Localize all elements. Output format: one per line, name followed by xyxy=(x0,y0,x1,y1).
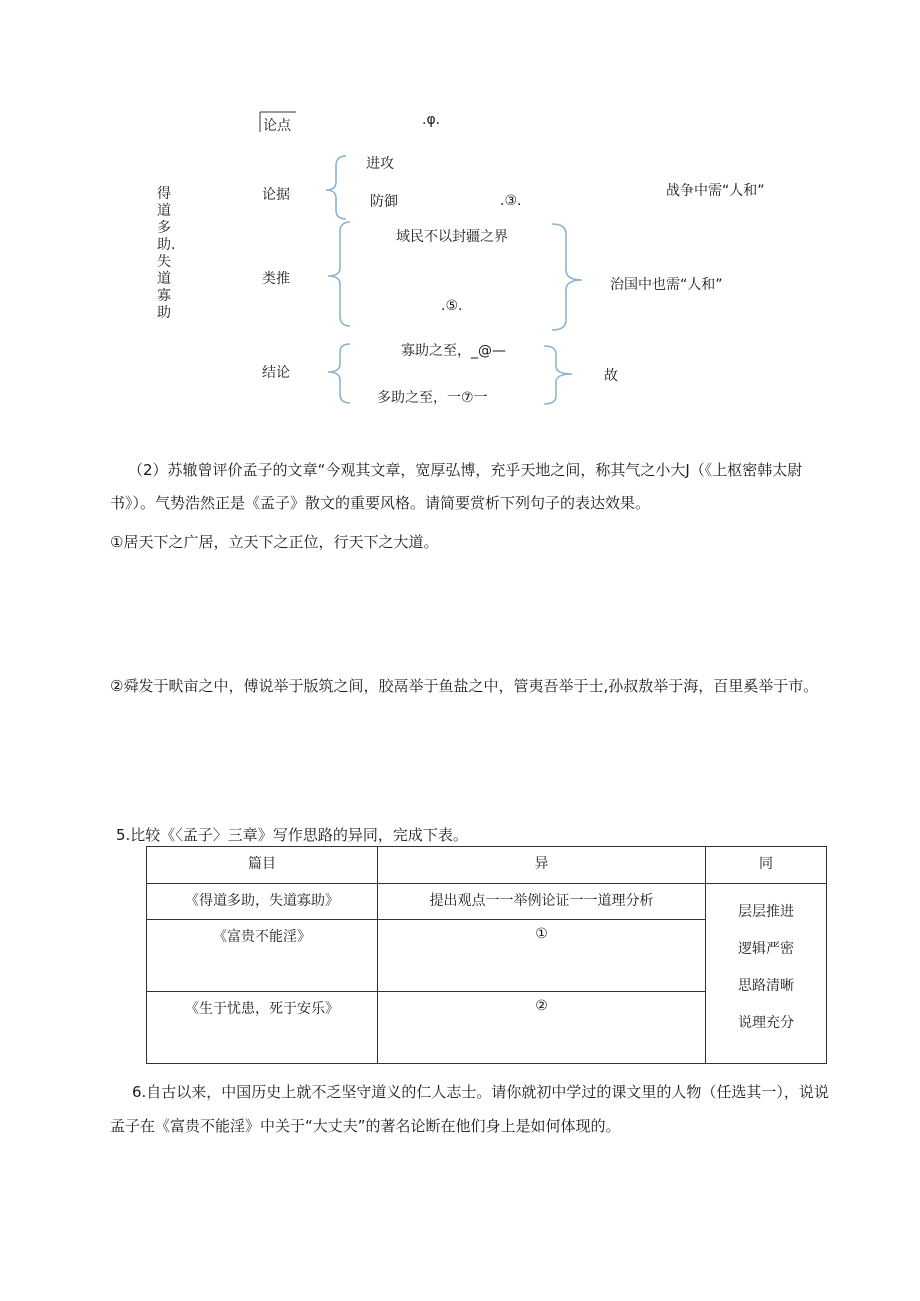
jielun-right-brace xyxy=(544,346,572,404)
blank-3: .③. xyxy=(500,193,522,209)
header-pianmu: 篇目 xyxy=(147,847,378,884)
q6-line1: 6.自古以来，中国历史上就不乏坚守道义的仁人志士。请你就初中学过的课文里的人物（任选其一），说说 xyxy=(132,1083,829,1101)
fangyu-text: 防御 xyxy=(370,194,398,210)
lunju-label: 论据 xyxy=(262,187,290,203)
cell-diff-1: 提出观点一一举例论证一一道理分析 xyxy=(378,884,706,920)
q4-2-item1: ①居天下之广居，立天下之正位，行天下之大道。 xyxy=(110,533,439,551)
header-tong: 同 xyxy=(706,847,827,884)
duozhu-text: 多助之至，一⑦一 xyxy=(377,390,488,406)
yumin-text: 域民不以封疆之界 xyxy=(396,229,508,245)
diagram-braces xyxy=(0,0,920,440)
lunju-brace xyxy=(326,156,346,219)
guazhu-text: 寡助之至，_@— xyxy=(401,343,506,359)
gu-text: 故 xyxy=(604,368,618,384)
leitui-label: 类推 xyxy=(262,271,290,287)
cell-same xyxy=(706,884,827,1064)
header-yi: 异 xyxy=(378,847,706,884)
jielun-label: 结论 xyxy=(262,365,290,381)
jielun-left-brace xyxy=(328,344,350,403)
same-line-2: 逻辑严密 xyxy=(738,941,794,957)
same-line-1: 层层推进 xyxy=(738,904,794,920)
q6-line2: 孟子在《富贵不能淫》中关于“大丈夫”的著名论断在他们身上是如何体现的。 xyxy=(110,1117,621,1135)
answer-blank-2[interactable]: ② xyxy=(378,992,706,1064)
comparison-table xyxy=(146,846,827,1064)
q4-2-line2: 书》）。气势浩然正是《孟子》散文的重要风格。请简要赏析下列句子的表达效果。 xyxy=(110,494,651,512)
leitui-right-brace xyxy=(552,224,582,330)
table-row xyxy=(147,884,827,920)
jingong-text: 进攻 xyxy=(366,156,394,172)
cell-title-2: 《富贵不能淫》 xyxy=(147,920,378,992)
answer-blank-1[interactable]: ① xyxy=(378,920,706,992)
blank-1: .φ. xyxy=(422,112,441,128)
same-line-3: 思路清晰 xyxy=(738,978,794,994)
zhiguo-text: 治国中也需“人和” xyxy=(610,277,723,293)
table-header-row xyxy=(147,847,827,884)
q4-2-line1: （2）苏辙曾评价孟子的文章“今观其文章，宽厚弘博，充乎天地之间，称其气之小大J（《上枢密韩太尉 xyxy=(128,461,803,479)
same-line-4: 说理充分 xyxy=(738,1015,794,1031)
zhanzheng-text: 战争中需“人和” xyxy=(666,183,765,199)
q4-2-item2: ②舜发于畎亩之中，傅说举于版筑之间，胶鬲举于鱼盐之中，管夷吾举于士,孙叔敖举于海，百里奚举于市。 xyxy=(110,677,819,695)
q5-title: 5.比较《〈孟子〉三章》写作思路的异同，完成下表。 xyxy=(116,826,468,844)
cell-title-1: 《得道多助，失道寡助》 xyxy=(147,884,378,920)
lundian-label: 论点 xyxy=(263,118,291,134)
diagram-vertical-title: 得道多助．失道寡助 xyxy=(157,186,185,321)
blank-5: .⑤. xyxy=(441,298,463,314)
cell-title-3: 《生于忧患，死于安乐》 xyxy=(147,992,378,1064)
leitui-left-brace xyxy=(328,222,350,326)
